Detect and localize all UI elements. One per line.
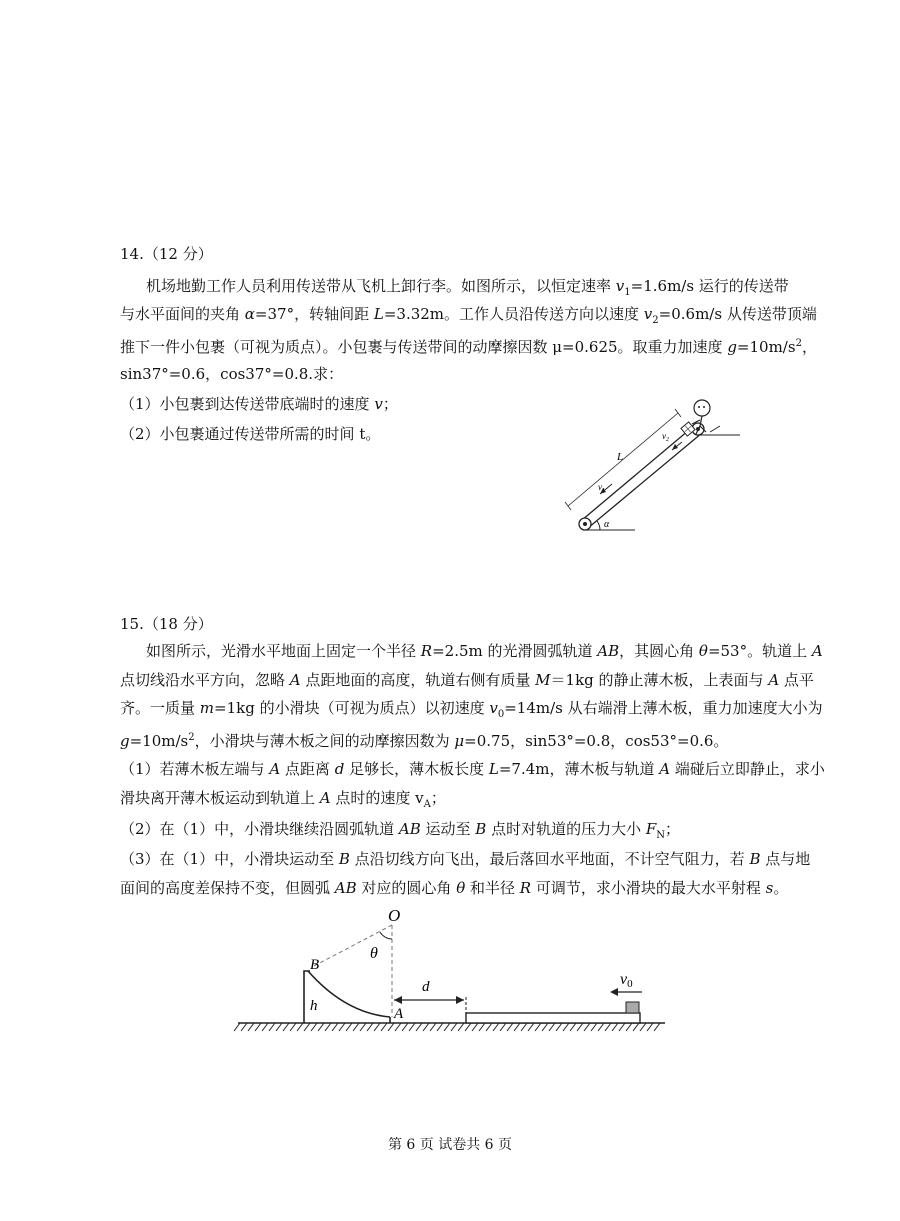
v2-label: $v_2$ xyxy=(662,431,669,443)
q14-line-4: sin37°=0.6，cos37°=0.8.求： xyxy=(120,365,344,383)
label-A: A xyxy=(394,1006,404,1022)
q14-heading: 14.（12 分） xyxy=(120,245,213,263)
q14-line-2: 与水平面间的夹角 α=37°，转轴间距 L=3.32m。工作人员沿传送方向以速度 $v_2=0.6m/s$ 从传送带顶端 xyxy=(120,305,817,326)
theta-arc xyxy=(380,932,392,939)
arc-track xyxy=(308,971,390,1017)
q14-sub-2: （2）小包裹通过传送带所需的时间 t。 xyxy=(120,425,381,443)
q14-sub-1: （1）小包裹到达传送带底端时的速度 v； xyxy=(120,395,398,413)
length-label: L xyxy=(617,451,624,463)
label-d: d xyxy=(422,979,430,995)
q14-line-3: 推下一件小包裹（可视为质点）。小包裹与传送带间的动摩擦因数 μ=0.625。取重力加速度 $g=10m/s^2$， xyxy=(120,338,817,356)
q14-figure xyxy=(560,380,750,540)
ground-hatching xyxy=(234,1023,660,1031)
q15-sub-2: （2）在（1）中，小滑块继续沿圆弧轨道 AB 运动至 B 点时对轨道的压力大小 $F_N$； xyxy=(120,820,681,841)
label-O: O xyxy=(388,906,401,925)
q14-line-1: 机场地勤工作人员利用传送带从飞机上卸行李。如图所示，以恒定速率 $v_1=1.6m/s$ 运行的传送带 xyxy=(146,277,789,298)
q15-line-4: $g=10m/s^2$，小滑块与薄木板之间的动摩擦因数为 μ=0.75，sin53°=0.8，cos53°=0.6。 xyxy=(120,732,729,750)
label-theta: θ xyxy=(370,945,378,962)
alpha-arc xyxy=(597,521,600,530)
q15-sub-1-line-1: （1）若薄木板左端与 A 点距离 d 足够长，薄木板长度 L=7.4m，薄木板与轨道 A 端碰后立即静止，求小 xyxy=(120,760,825,778)
alpha-label: α xyxy=(604,519,610,530)
q15-line-3: 齐。一质量 m=1kg 的小滑块（可视为质点）以初速度 $v_0=14m/s$ 从右端滑上薄木板，重力加速度大小为 xyxy=(120,699,823,720)
belt-lower-rail xyxy=(588,433,702,528)
q15-figure xyxy=(230,905,670,1040)
q15-heading: 15.（18 分） xyxy=(120,615,213,633)
q15-sub-3-line-2: 面间的高度差保持不变，但圆弧 AB 对应的圆心角 θ 和半径 R 可调节，求小滑块的最大水平射程 s。 xyxy=(120,879,789,897)
q15-sub-1-line-2: 滑块离开薄木板运动到轨道上 A 点时的速度 $v_A$； xyxy=(120,789,446,810)
q15-line-1: 如图所示，光滑水平地面上固定一个半径 R=2.5m 的光滑圆弧轨道 AB，其圆心角 θ=53°。轨道上 A xyxy=(146,642,823,660)
label-h: h xyxy=(310,998,318,1014)
slider-block xyxy=(626,1002,639,1013)
plank xyxy=(466,1013,640,1023)
page-footer: 第 6 页 试卷共 6 页 xyxy=(387,1137,513,1153)
q15-sub-3-line-1: （3）在（1）中，小滑块运动至 B 点沿切线方向飞出，最后落回水平地面，不计空气阻力，若 B 点与地 xyxy=(120,850,811,868)
belt-upper-rail xyxy=(582,425,695,520)
radius-OB xyxy=(312,925,392,967)
track-base xyxy=(304,971,310,1023)
v1-label: $v_1$ xyxy=(598,482,605,494)
label-v0: v0 xyxy=(620,971,633,990)
label-B: B xyxy=(310,957,320,973)
q15-line-2: 点切线沿水平方向，忽略 A 点距地面的高度，轨道右侧有质量 M＝1kg 的静止薄木板，上表面与 A 点平 xyxy=(120,671,814,689)
